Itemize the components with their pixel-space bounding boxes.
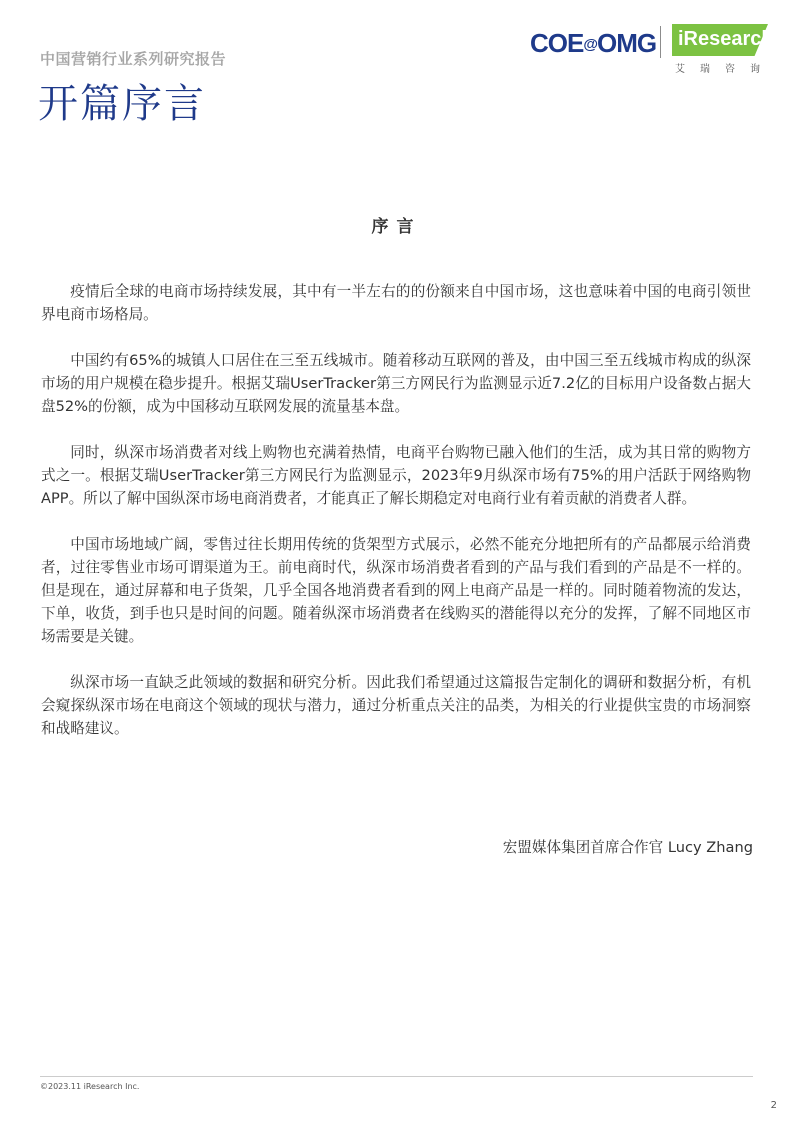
- signature: 宏盟媒体集团首席合作官 Lucy Zhang: [502, 839, 753, 856]
- page-title: 开篇序言: [38, 81, 206, 127]
- coe-omg-logo: COE@OMG: [530, 28, 657, 58]
- iresearch-logo-text: iResearch: [678, 28, 774, 50]
- report-series-label: 中国营销行业系列研究报告: [40, 50, 227, 68]
- preface-body: [41, 280, 751, 763]
- footer-divider: [40, 1076, 753, 1077]
- iresearch-logo-subtitle: 艾瑞咨询: [675, 64, 775, 75]
- preface-paragraph: 同时，纵深市场消费者对线上购物也充满着热情，电商平台购物已融入他们的生活，成为其日常的购物方式之一。根据艾瑞UserTracker第三方网民行为监测显示，2023年9月纵深市场有75%的用户活跃于网络购物APP。所以了解中国纵深市场电商消费者，才能真正了解长期稳定对电商行业有着贡献的消费者人群。: [41, 444, 751, 507]
- preface-heading: 序言: [371, 217, 422, 237]
- preface-paragraph: 中国约有65%的城镇人口居住在三至五线城市。随着移动互联网的普及，由中国三至五线城市构成的纵深市场的用户规模在稳步提升。根据艾瑞UserTracker第三方网民行为监测显示近7.2亿的目标用户设备数占据大盘52%的份额，成为中国移动互联网发展的流量基本盘。: [41, 352, 751, 415]
- preface-paragraph: 中国市场地域广阔，零售过往长期用传统的货架型方式展示，必然不能充分地把所有的产品都展示给消费者，过往零售业市场可谓渠道为王。前电商时代，纵深市场消费者看到的产品与我们看到的产品是不一样的。但是现在，通过屏幕和电子货架，几乎全国各地消费者看到的网上电商产品是一样的。同时随着物流的发达，下单，收货，到手也只是时间的问题。随着纵深市场消费者在线购买的潜能得以充分的发挥，了解不同地区市场需要是关键。: [41, 536, 751, 645]
- page-number: 2: [770, 1100, 777, 1111]
- logo-area: [530, 24, 775, 74]
- preface-paragraph: 疫情后全球的电商市场持续发展，其中有一半左右的的份额来自中国市场，这也意味着中国的电商引领世界电商市场格局。: [41, 283, 751, 323]
- logo-divider: [660, 26, 661, 58]
- copyright: ©2023.11 iResearch Inc.: [40, 1082, 140, 1091]
- preface-paragraph: 纵深市场一直缺乏此领域的数据和研究分析。因此我们希望通过这篇报告定制化的调研和数据分析，有机会窥探纵深市场在电商这个领域的现状与潜力，通过分析重点关注的品类，为相关的行业提供宝贵的市场洞察和战略建议。: [41, 674, 751, 737]
